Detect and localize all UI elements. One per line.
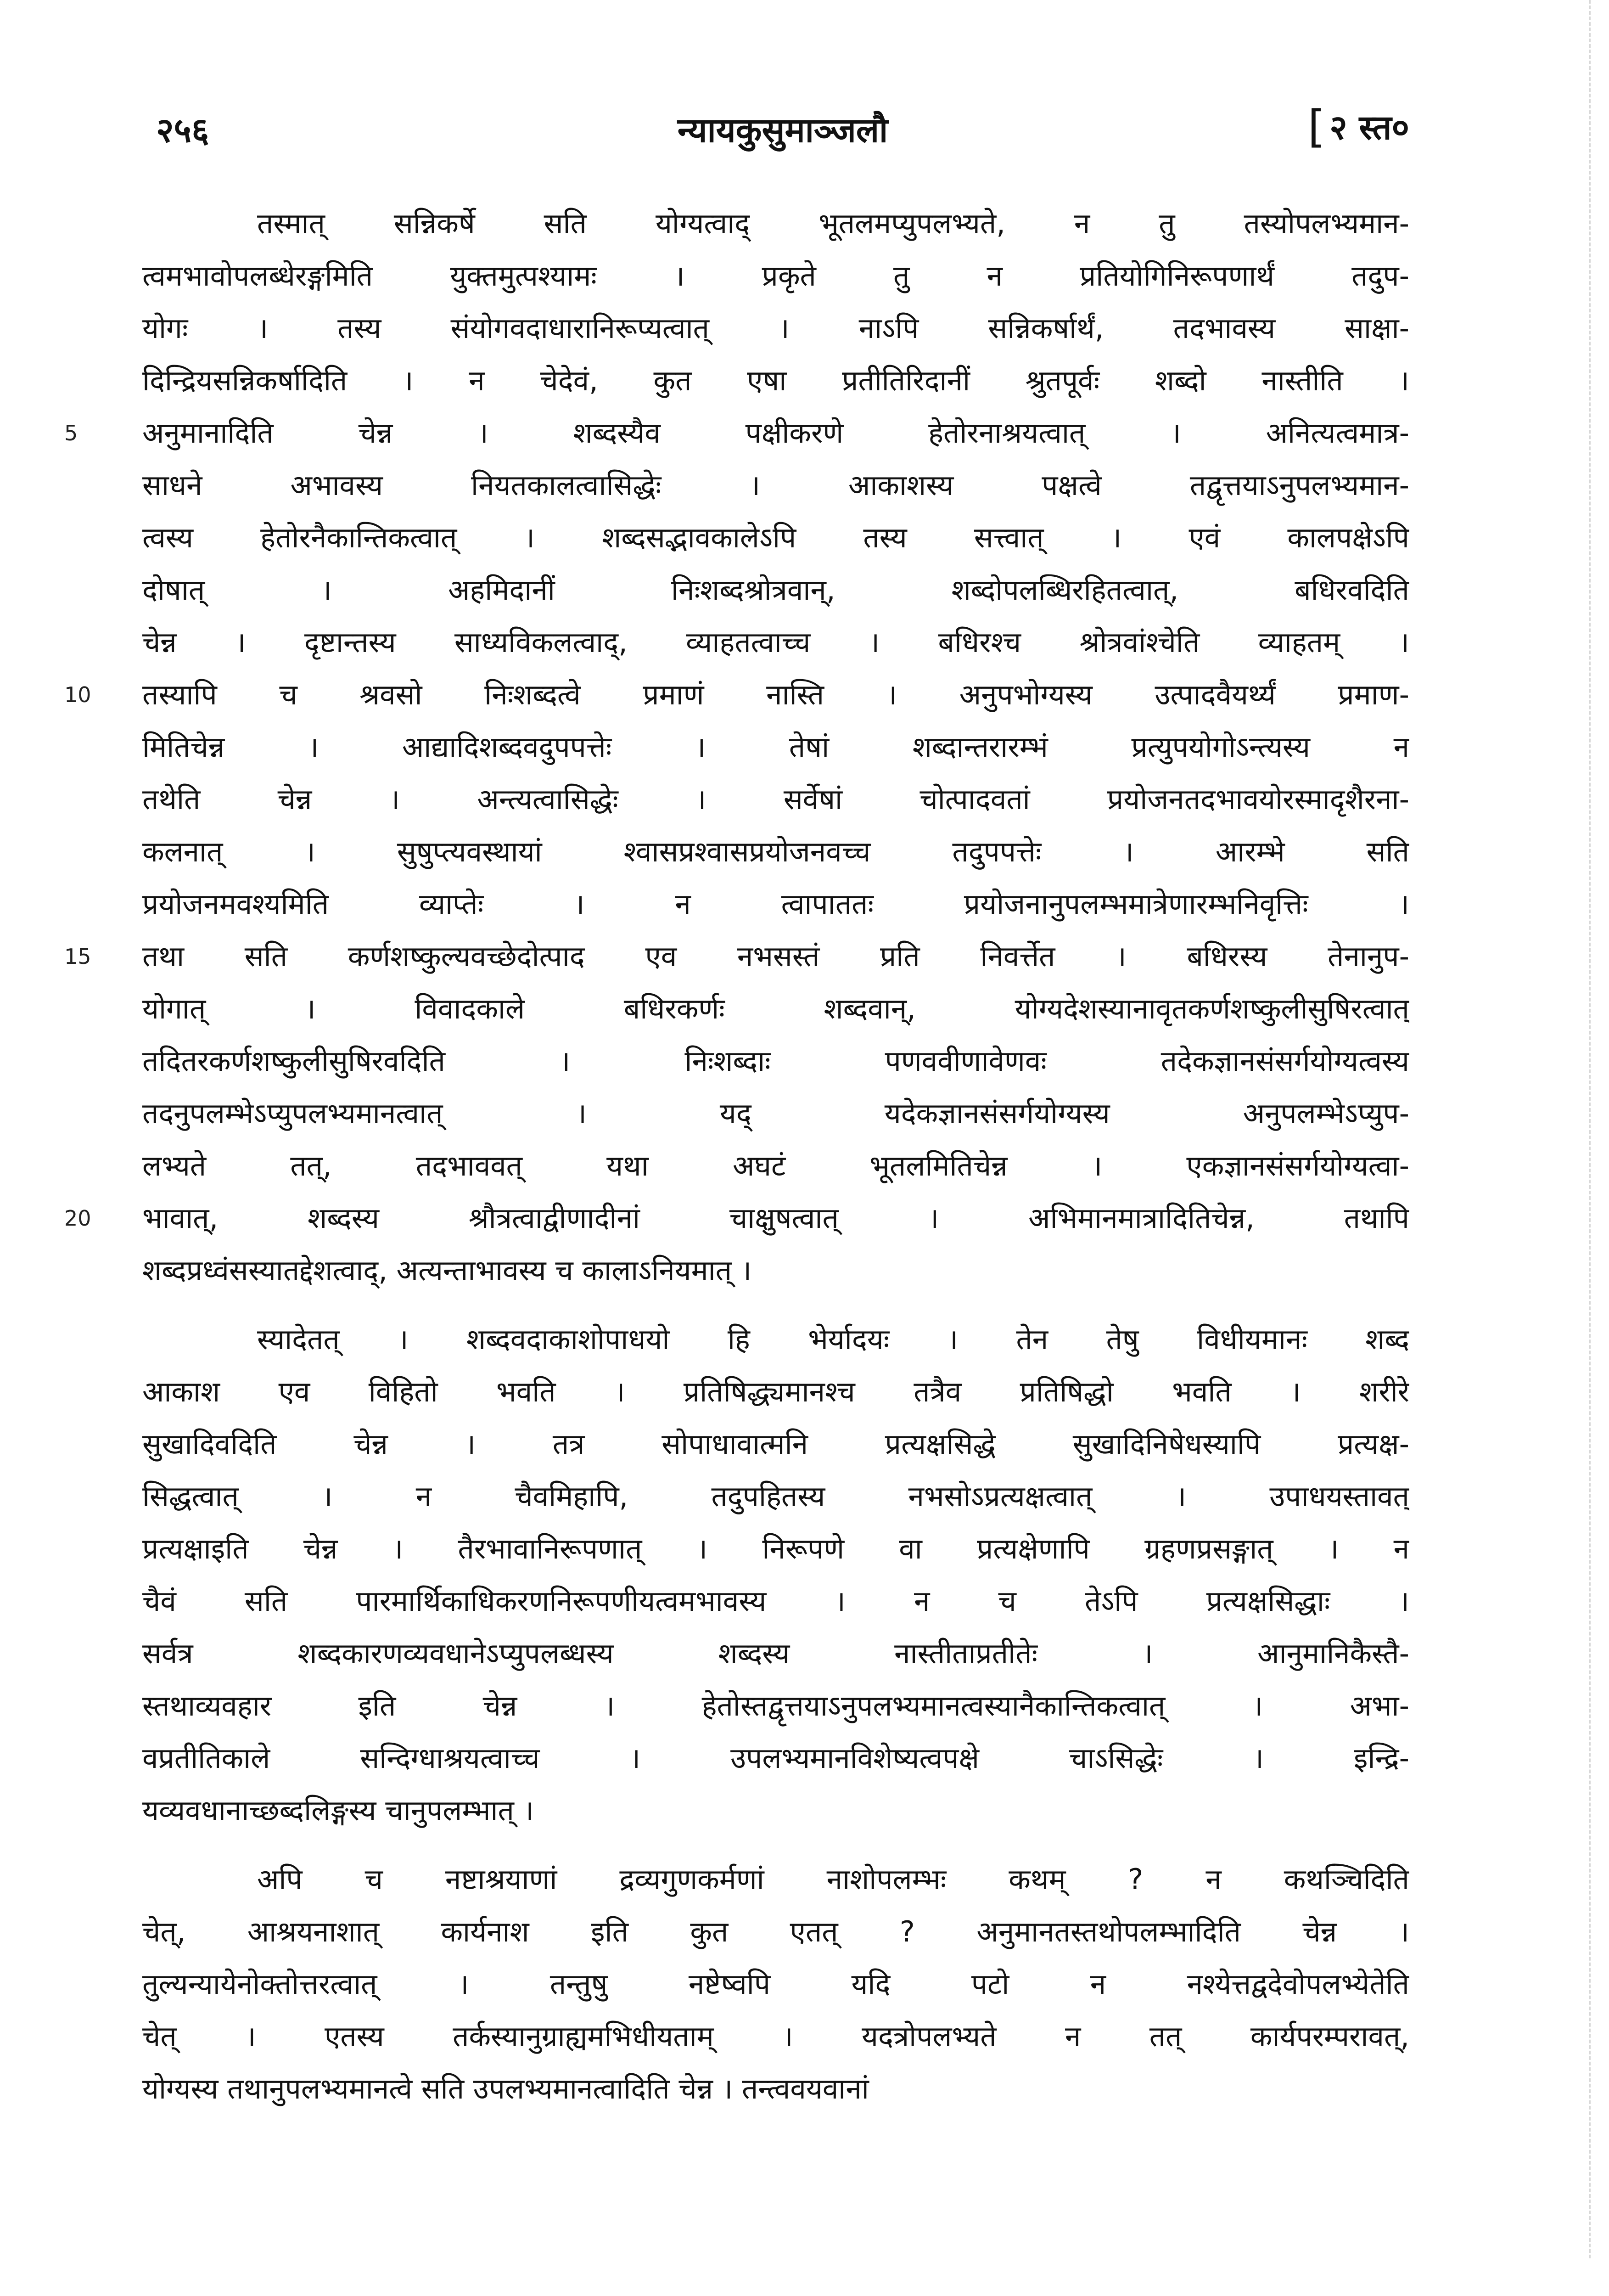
- text-line: सर्वत्र शब्दकारणव्यवधानेऽप्युपलब्धस्य शब्दस्य नास्तीताप्रतीतेः । आनुमानिकैस्तै-: [142, 1637, 1409, 1670]
- body-text: [142, 197, 1409, 2132]
- text-line: तस्मात् सन्निकर्षे सति योग्यत्वाद् भूतलमप्युपलभ्यते, न तु तस्योपलभ्यमान-: [257, 207, 1409, 240]
- text-line: सुखादिवदिति चेन्न । तत्र सोपाधावात्मनि प्रत्यक्षसिद्धे सुखादिनिषेधस्यापि प्रत्यक्ष-: [142, 1427, 1409, 1461]
- page-header: [156, 101, 1409, 161]
- text-line: तदनुपलम्भेऽप्युपलभ्यमानत्वात् । यद् यदेकज्ञानसंसर्गयोग्यस्य अनुपलम्भेऽप्युप-: [142, 1097, 1409, 1130]
- text-line: स्तथाव्यवहार इति चेन्न । हेतोस्तद्वृत्तयाऽनुपलभ्यमानत्वस्यानैकान्तिकत्वात् । अभा-: [142, 1689, 1409, 1722]
- section-label: २ स्त०: [1329, 108, 1409, 147]
- text-line: शब्दप्रध्वंसस्यातद्देशत्वाद्, अत्यन्ताभावस्य च कालाऽनियमात् ।: [142, 1254, 752, 1287]
- running-title: न्यायकुसुमाञ्जलौ: [677, 111, 888, 150]
- text-line: योगः । तस्य संयोगवदाधारानिरूप्यत्वात् । नाऽपि सन्निकर्षार्थं, तदभावस्य साक्षा-: [142, 311, 1409, 345]
- text-line: चैवं सति पारमार्थिकाधिकरणनिरूपणीयत्वमभावस्य । न च तेऽपि प्रत्यक्षसिद्धाः ।: [142, 1584, 1409, 1618]
- text-line: चेन्न । दृष्टान्तस्य साध्यविकलत्वाद्, व्याहतत्वाच्च । बधिरश्च श्रोत्रवांश्चेति व्याहतम् ।: [142, 625, 1409, 659]
- text-line: लभ्यते तत्, तदभाववत् यथा अघटं भूतलमितिचेन्न । एकज्ञानसंसर्गयोग्यत्वा-: [142, 1149, 1409, 1182]
- line-number: 10: [64, 682, 91, 707]
- text-line: आकाश एव विहितो भवति । प्रतिषिद्ध्यमानश्च तत्रैव प्रतिषिद्धो भवति । शरीरे: [142, 1375, 1409, 1408]
- text-line: अनुमानादिति चेन्न । शब्दस्यैव पक्षीकरणे हेतोरनाश्रयत्वात् । अनित्यत्वमात्र-: [142, 416, 1409, 450]
- line-number: 20: [64, 1206, 91, 1231]
- text-line: वप्रतीतिकाले सन्दिग्धाश्रयत्वाच्च । उपलभ्यमानविशेष्यत्वपक्षे चाऽसिद्धेः । इन्द्रि-: [142, 1741, 1409, 1775]
- text-line: प्रत्यक्षाइति चेन्न । तैरभावानिरूपणात् । निरूपणे वा प्रत्यक्षेणापि ग्रहणप्रसङ्गात् । न: [142, 1532, 1409, 1565]
- line-number: 15: [64, 944, 91, 969]
- text-line: योग्यस्य तथानुपलभ्यमानत्वे सति उपलभ्यमानत्वादिति चेन्न । तन्त्ववयवानां: [142, 2072, 869, 2105]
- text-line: कलनात् । सुषुप्त्यवस्थायां श्वासप्रश्वासप्रयोजनवच्च तदुपपत्तेः । आरम्भे सति: [142, 835, 1409, 868]
- text-line: प्रयोजनमवश्यमिति व्याप्तेः । न त्वापाततः प्रयोजनानुपलम्भमात्रेणारम्भनिवृत्तिः ।: [142, 887, 1409, 921]
- text-line: मितिचेन्न । आद्यादिशब्दवदुपपत्तेः । तेषां शब्दान्तरारम्भं प्रत्युपयोगोऽन्त्यस्य न: [142, 730, 1409, 764]
- paragraph: [142, 1853, 1409, 2115]
- text-line: चेत् । एतस्य तर्कस्यानुग्राह्यमभिधीयताम् । यदत्रोपलभ्यते न तत् कार्यपरम्परावत्,: [142, 2020, 1409, 2053]
- text-line: तथा सति कर्णशष्कुल्यवच्छेदोत्पाद एव नभसस्तं प्रति निवर्त्तेत । बधिरस्य तेनानुप-: [142, 940, 1409, 973]
- text-line: यव्यवधानाच्छब्दलिङ्गस्य चानुपलम्भात् ।: [142, 1794, 534, 1827]
- text-line: दोषात् । अहमिदानीं निःशब्दश्रोत्रवान्, शब्दोपलब्धिरहितत्वात्, बधिरवदिति: [142, 573, 1409, 607]
- text-line: स्यादेतत् । शब्दवदाकाशोपाधयो हि भेर्यादयः । तेन तेषु विधीयमानः शब्द: [257, 1322, 1409, 1356]
- text-line: त्वमभावोपलब्धेरङ्गमिति युक्तमुत्पश्यामः । प्रकृते तु न प्रतियोगिनिरूपणार्थं तदुप-: [142, 259, 1409, 293]
- page-number: २५६: [156, 111, 209, 150]
- text-line: त्वस्य हेतोरनैकान्तिकत्वात् । शब्दसद्भावकालेऽपि तस्य सत्त्वात् । एवं कालपक्षेऽपि: [142, 521, 1409, 554]
- line-number: 5: [64, 421, 78, 445]
- bracket-glyph: [: [1307, 101, 1325, 152]
- section-mark: [1308, 101, 1409, 152]
- text-line: अपि च नष्टाश्रयाणां द्रव्यगुणकर्मणां नाशोपलम्भः कथम् ? न कथञ्चिदिति: [257, 1863, 1409, 1896]
- text-line: चेत्, आश्रयनाशात् कार्यनाश इति कुत एतत् ? अनुमानतस्तथोपलम्भादिति चेन्न ।: [142, 1915, 1409, 1948]
- text-line: साधने अभावस्य नियतकालत्वासिद्धेः । आकाशस्य पक्षत्वे तद्वृत्तयाऽनुपलभ्यमान-: [142, 468, 1409, 502]
- paragraph: [142, 1313, 1409, 1837]
- paragraph: [142, 197, 1409, 1297]
- text-line: तुल्यन्यायेनोक्तोत्तरत्वात् । तन्तुषु नष्टेष्वपि यदि पटो न नश्येत्तद्वदेवोपलभ्येतेति: [142, 1967, 1409, 2001]
- text-line: सिद्धत्वात् । न चैवमिहापि, तदुपहितस्य नभसोऽप्रत्यक्षत्वात् । उपाधयस्तावत्: [142, 1480, 1409, 1513]
- text-line: भावात्, शब्दस्य श्रौत्रत्वाद्वीणादीनां चाक्षुषत्वात् । अभिमानमात्रादितिचेन्न, तथापि: [142, 1201, 1409, 1235]
- text-line: दिन्द्रियसन्निकर्षादिति । न चेदेवं, कुत एषा प्रतीतिरिदानीं श्रुतपूर्वः शब्दो नास्तीति ।: [142, 364, 1409, 397]
- text-line: तदितरकर्णशष्कुलीसुषिरवदिति । निःशब्दाः पणववीणावेणवः तदेकज्ञानसंसर्गयोग्यत्वस्य: [142, 1044, 1409, 1078]
- text-line: तस्यापि च श्रवसो निःशब्दत्वे प्रमाणं नास्ति । अनुपभोग्यस्य उत्पादवैयर्थ्यं प्रमाण-: [142, 678, 1409, 711]
- text-line: योगात् । विवादकाले बधिरकर्णः शब्दवान्, योग्यदेशस्यानावृतकर्णशष्कुलीसुषिरत्वात्: [142, 992, 1409, 1025]
- scan-edge-decoration: [1589, 0, 1609, 2258]
- text-line: तथेति चेन्न । अन्त्यत्वासिद्धेः । सर्वेषां चोत्पादवतां प्रयोजनतदभावयोरस्मादृशैरना-: [142, 782, 1409, 816]
